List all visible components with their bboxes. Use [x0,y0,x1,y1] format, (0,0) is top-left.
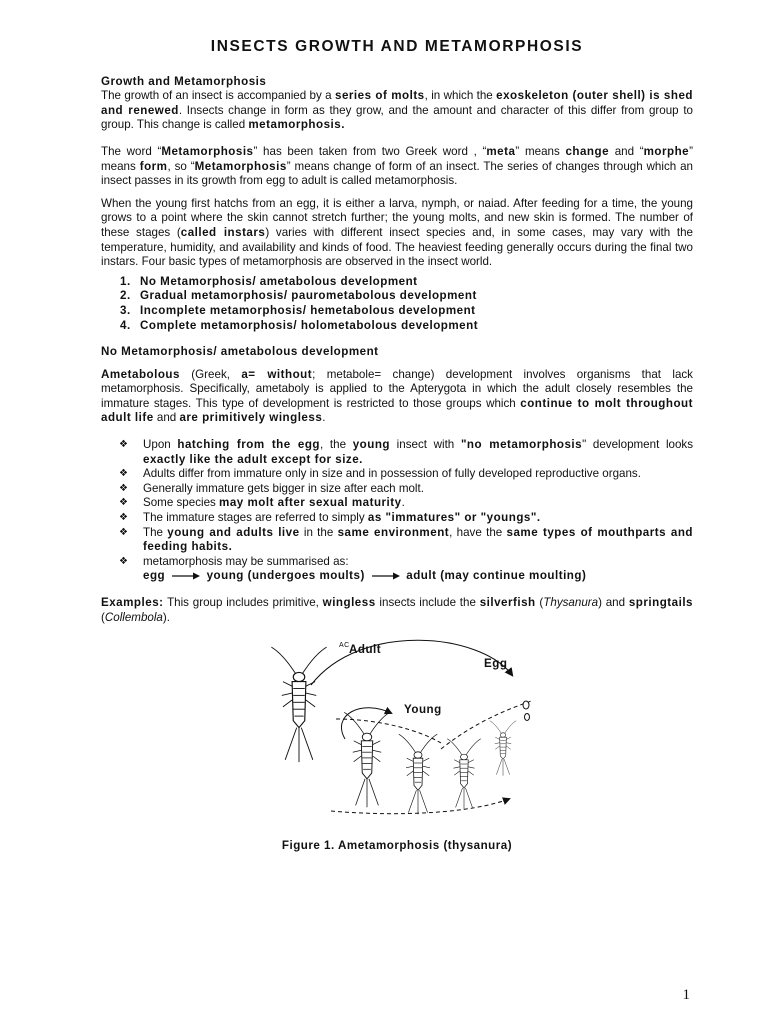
page-number: 1 [682,987,690,1003]
young-silverfish-icon [344,712,390,807]
diamond-bullet-icon: ❖ [119,439,128,451]
paragraph-growth: The growth of an insect is accompanied by a series of molts, in which the exoskeleton (outer shell) is shed and renewed. Insects change in form as they grow, and the amount and character of this differ from group to group. This change is called metamorphosis. [101,89,693,132]
egg-icon [523,701,529,709]
figure-label-egg: Egg [484,657,508,671]
egg-icon [525,714,530,721]
list-item: ❖ Some species may molt after sexual maturity. [119,496,405,510]
diamond-bullet-icon: ❖ [119,468,128,480]
list-item: ❖ Adults differ from immature only in size and in possession of fully developed reproductive organs. [119,467,641,481]
diamond-bullet-icon: ❖ [119,555,128,567]
ametabolous-bullet-list [101,438,693,584]
paragraph-instars: When the young first hatchs from an egg, it is either a larva, nymph, or naiad. After feeding for a time, the young grows to a point where the skin cannot stretch further; the young molts, and new skin is formed. The number of these stages (called instars) varies with different insect species and, in some cases, may vary with the temperature, humidity, and availability and kinds of food. The heaviest feeding generally occurs during the final two instars. Four basic types of metamorphosis are observed in the insect world. [101,196,693,269]
metamorphosis-flow: egg young (undergoes moults) adult (may continue moulting) [143,569,587,583]
list-item: ❖ Upon hatching from the egg, the young insect with "no metamorphosis" development looks exactly like the adult except for size. [119,438,694,466]
list-item: ❖ The immature stages are referred to simply as "immatures" or "youngs". [119,511,541,525]
diamond-bullet-icon: ❖ [119,526,128,538]
list-item: 2. Gradual metamorphosis/ paurometabolous development [120,289,477,303]
cycle-arrow-bottom [331,799,509,814]
paragraph-ametabolous: Ametabolous (Greek, a= without; metabole= change) development involves organisms that lack metamorphosis. Specifically, ametaboly is applied to the Apterygota in which the adult closely resembles the immature stages. This type of development is restricted to those groups which continue to molt throughout adult life and are primitively wingless. [101,367,693,425]
young-silverfish-icon [490,721,516,776]
ametamorphosis-figure [101,633,693,833]
paragraph-metamorphosis-word: The word “Metamorphosis” has been taken from two Greek word , “meta” means change and “morphe” means form, so “Metamorphosis” means change of form of an insect. The series of changes through which an insect passes in its growth from egg to adult is called metamorphosis. [101,144,693,188]
dashed-transition-line [336,719,441,743]
metamorphosis-types-list [101,275,693,333]
list-item: 3. Incomplete metamorphosis/ hemetabolous development [120,303,476,317]
diamond-bullet-icon: ❖ [119,497,128,509]
figure-caption: Figure 1. Ametamorphosis (thysanura) [281,839,513,853]
arrow-right-icon [171,572,201,580]
dashed-transition-line [441,701,531,749]
document-page [101,40,693,854]
page-title: INSECTS GROWTH AND METAMORPHOSIS [210,38,584,55]
section-heading-growth: Growth and Metamorphosis [101,74,267,88]
diamond-bullet-icon: ❖ [119,482,128,494]
young-silverfish-icon [399,734,437,814]
list-item: 1. No Metamorphosis/ ametabolous development [120,274,418,288]
list-item: 4. Complete metamorphosis/ holometabolous development [120,318,479,332]
lifecycle-diagram [101,633,693,833]
figure-label-ac: AC [339,642,350,650]
list-item: ❖ Generally immature gets bigger in size after each molt. [119,481,424,495]
list-item: ❖ metamorphosis may be summarised as: egg young (undergoes moults) adult (may continue moulting) [119,554,587,583]
figure-label-adult: Adult [349,643,382,657]
diamond-bullet-icon: ❖ [119,512,128,524]
list-item: ❖ The young and adults live in the same environment, have the same types of mouthparts and feeding habits. [119,525,693,554]
adult-silverfish-icon [271,647,326,762]
arrow-right-icon [371,572,401,580]
figure-label-young: Young [404,703,442,717]
young-silverfish-icon [447,739,481,809]
section-heading-ametabolous: No Metamorphosis/ ametabolous development [101,345,379,359]
paragraph-examples: Examples: This group includes primitive, wingless insects include the silverfish (Thysanura) and springtails (Collembola). [101,596,693,624]
